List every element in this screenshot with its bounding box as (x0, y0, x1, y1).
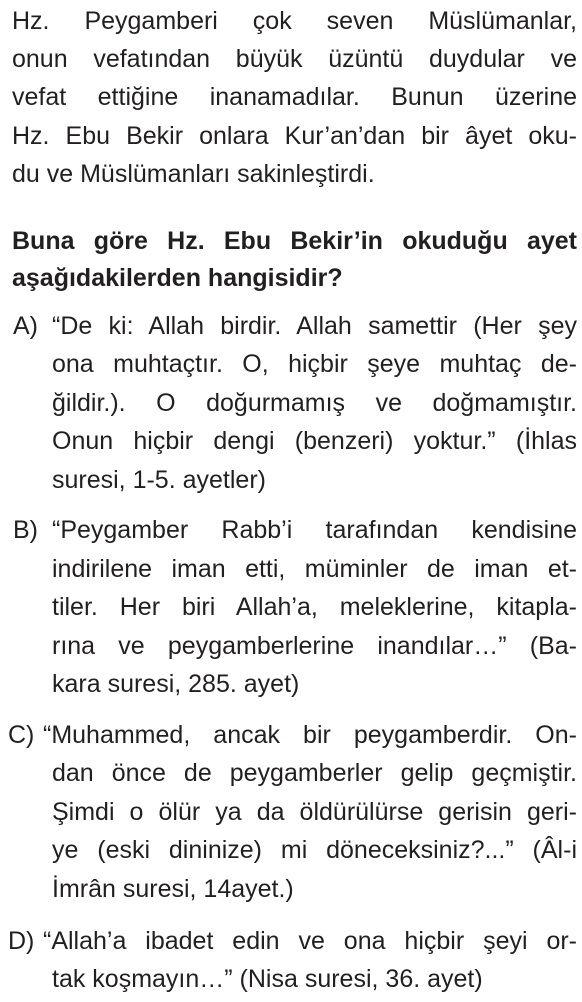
option-letter: B) (13, 516, 38, 544)
option-line: ğildir.). O doğurmamış ve doğmamıştır. (52, 389, 577, 417)
option-line: “Peygamber Rabb’i tarafından kendisine (52, 516, 577, 544)
option-letter: D) (8, 927, 35, 955)
option-line: indirilene iman etti, müminler de iman et- (52, 555, 577, 583)
option-letter: C) (8, 721, 35, 749)
intro-line: Hz. Peygamberi çok seven Müslümanlar, (12, 7, 577, 35)
question-line: aşağıdakilerden hangisidir? (12, 264, 343, 292)
option-line: İmrân suresi, 14ayet.) (52, 875, 294, 903)
option-line: suresi, 1-5. ayetler) (52, 466, 266, 494)
option-line: kara suresi, 285. ayet) (52, 670, 300, 698)
option-line: “Allah’a ibadet edin ve ona hiçbir şeyi or- (43, 927, 577, 955)
intro-line: vefat ettiğine inanamadılar. Bunun üzerine (12, 83, 577, 111)
intro-line: Hz. Ebu Bekir onlara Kur’an’dan bir âyet oku- (12, 122, 577, 150)
option-line: ye (eski dininize) mi döneceksiniz?...” (Âl-i (52, 836, 577, 864)
question-line: Buna göre Hz. Ebu Bekir’in okuduğu ayet (12, 227, 577, 255)
intro-line: onun vefatından büyük üzüntü duydular ve (12, 45, 577, 73)
option-line: Şimdi o ölür ya da öldürülürse gerisin geri- (52, 798, 577, 826)
intro-line: du ve Müslümanları sakinleştirdi. (12, 160, 375, 188)
option-line: “Muhammed, ancak bir peygamberdir. On- (43, 721, 577, 749)
option-line: dan önce de peygamberler gelip geçmiştir. (52, 759, 577, 787)
option-line: tiler. Her biri Allah’a, meleklerine, kitapla- (52, 593, 577, 621)
option-line: ona muhtaçtır. O, hiçbir şeye muhtaç de- (52, 350, 577, 378)
option-line: rına ve peygamberlerine inandılar…” (Ba- (52, 632, 577, 660)
option-line: Onun hiçbir dengi (benzeri) yoktur.” (İhlas (52, 427, 577, 455)
option-letter: A) (13, 312, 38, 340)
option-line: tak koşmayın…” (Nisa suresi, 36. ayet) (52, 965, 483, 993)
option-line: “De ki: Allah birdir. Allah samettir (Her şey (52, 312, 577, 340)
